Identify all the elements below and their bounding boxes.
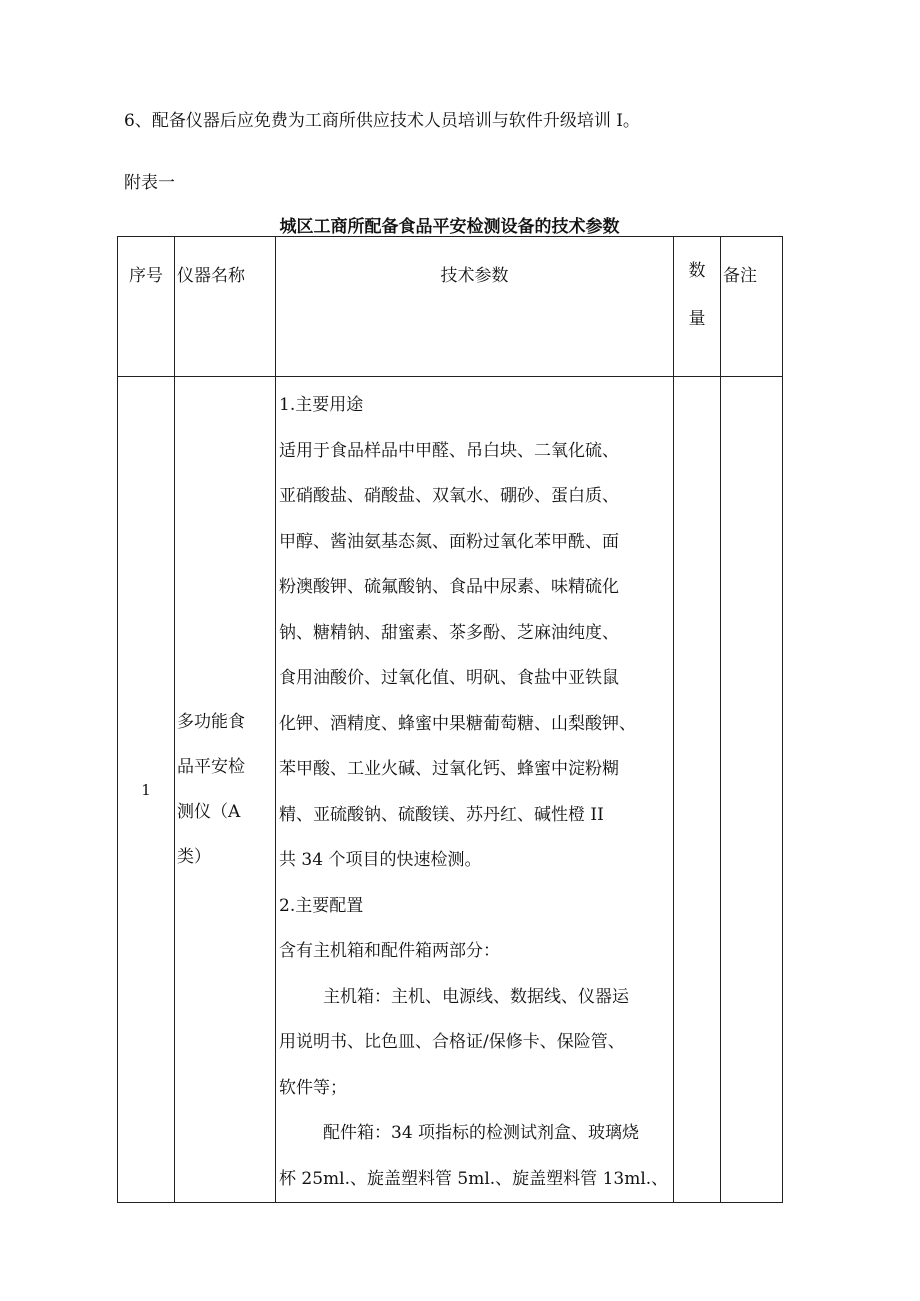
row-name [175,377,276,1203]
tech-line: 甲醇、酱油氨基态氮、面粉过氧化苯甲酰、面 [279,531,619,552]
header-tech: 技术参数 [276,237,674,377]
tech-line: 食用油酸价、过氧化值、明矾、食盐中亚铁鼠 [279,668,619,688]
tech-line: 苯甲酸、工业火碱、过氧化钙、蜂蜜中淀粉糊 [279,759,619,779]
tech-line: 适用于食品样品中甲醛、吊白块、二氧化硫、 [279,440,619,461]
tech-line: 用说明书、比色皿、合格证/保修卡、保险管、 [279,1032,625,1052]
appendix-label: 附表一 [124,173,175,193]
tech-line: 亚硝酸盐、硝酸盐、双氧水、硼砂、蛋白质、 [279,486,619,506]
intro-paragraph: 6、配备仪器后应免费为工商所供应技术人员培训与软件升级培训 I。 [124,111,640,131]
table-title: 城区工商所配备食品平安检测设备的技术参数 [279,217,620,237]
tech-line: 主机箱：主机、电源线、数据线、仪器运 [323,986,629,1007]
tech-line: 共 34 个项目的快速检测。 [279,850,482,870]
tech-line: 软件等； [279,1077,347,1098]
row-note [721,377,783,1203]
header-note: 备注 [721,237,783,377]
tech-line: 化钾、酒精度、蜂蜜中果糖葡萄糖、山梨酸钾、 [279,713,636,734]
spec-table [117,236,783,1203]
row-qty [674,377,721,1203]
header-name: 仪器名称 [175,237,276,377]
name-line: 类） [177,846,211,867]
row-seq: 1 [118,377,175,1203]
name-line: 多功能食 [177,711,245,732]
tech-line: 含有主机箱和配件箱两部分： [279,941,500,961]
tech-line: 杯 25ml.、旋盖塑料管 5ml.、旋盖塑料管 13ml.、 [279,1168,669,1189]
name-line: 测仪（A [177,801,241,822]
header-seq: 序号 [118,237,175,377]
table-row [118,377,783,1203]
name-line: 品平安检 [177,756,245,777]
tech-line: 精、亚硫酸钠、硫酸镁、苏丹红、碱性橙 II [279,804,604,825]
header-qty [674,237,721,377]
header-qty-1: 数 [688,261,706,281]
table-header-row [118,237,783,377]
tech-line: 配件箱：34 项指标的检测试剂盒、玻璃烧 [323,1123,640,1143]
tech-line: 2.主要配置 [279,895,364,916]
tech-line: 钠、糖精钠、甜蜜素、茶多酚、芝麻油纯度、 [279,622,619,643]
header-qty-2: 量 [688,309,706,329]
tech-line: 1.主要用途 [279,395,364,415]
tech-line: 粉澳酸钾、硫氟酸钠、食品中尿素、味精硫化 [279,577,619,597]
row-tech [276,377,674,1203]
